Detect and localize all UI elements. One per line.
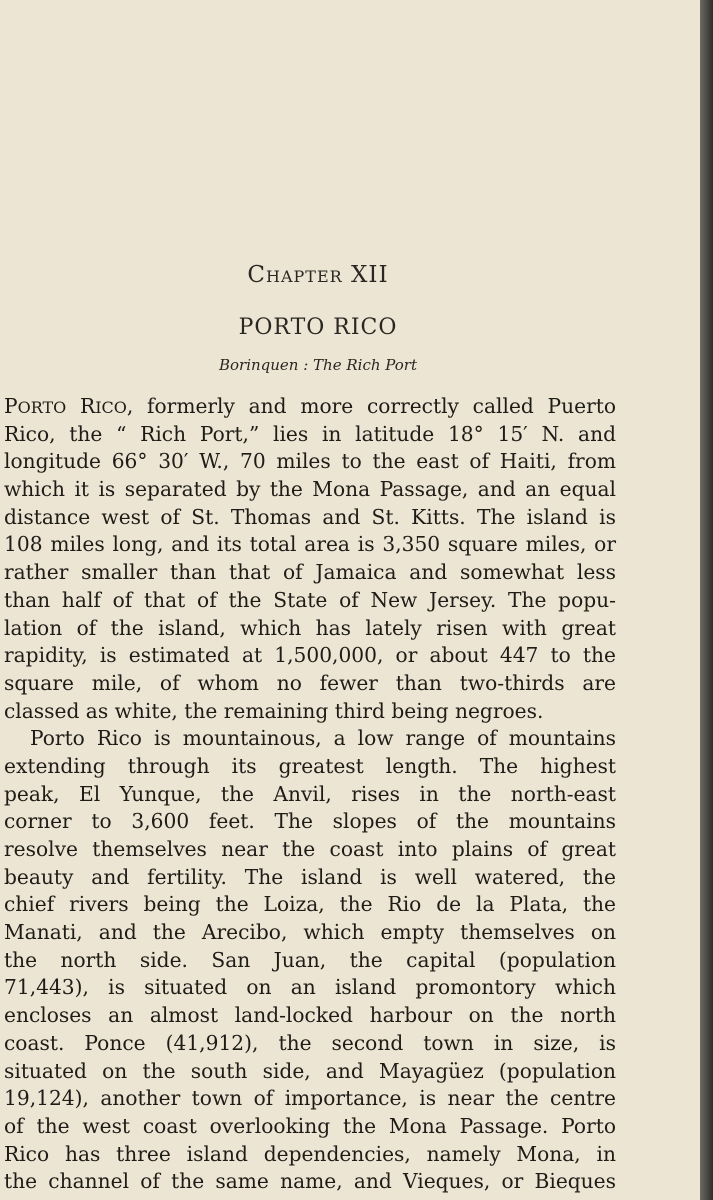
- text-line: which it is separated by the Mona Passage, and an equal: [4, 477, 616, 502]
- text-line: classed as white, the remaining third being negroes.: [4, 698, 544, 723]
- text-line: corner to 3,600 feet. The slopes of the mountains: [4, 809, 616, 834]
- text-line: 108 miles long, and its total area is 3,350 square miles, or: [4, 532, 616, 557]
- text-line: 71,443), is situated on an island promontory which: [4, 975, 616, 1000]
- text-line: situated on the south side, and Mayagüez (population: [4, 1058, 616, 1083]
- text-line: encloses an almost land-locked harbour on the north: [4, 1003, 616, 1028]
- text-line: chief rivers being the Loiza, the Rio de la Plata, the: [4, 892, 616, 917]
- text-line: Porto Rico is mountainous, a low range of mountains: [30, 726, 616, 751]
- text-line: PORTO RICO, formerly and more correctly called Puerto: [4, 394, 616, 418]
- text-line: Rico, the “ Rich Port,” lies in latitude 18° 15′ N. and: [4, 421, 616, 446]
- chapter-heading: CHAPTER XII: [247, 262, 389, 288]
- text-line: Manati, and the Arecibo, which empty themselves on: [4, 920, 616, 945]
- text-line: resolve themselves near the coast into plains of great: [4, 837, 616, 861]
- text-line: square mile, of whom no fewer than two-thirds are: [4, 670, 616, 695]
- text-line: lation of the island, which has lately risen with great: [4, 615, 616, 640]
- text-line: the north side. San Juan, the capital (population: [4, 947, 616, 972]
- text-line: beauty and fertility. The island is well watered, the: [4, 864, 616, 889]
- text-line: extending through its greatest length. The highest: [4, 753, 616, 778]
- text-line: 19,124), another town of importance, is near the centre: [4, 1086, 616, 1111]
- text-line: distance west of St. Thomas and St. Kitts. The island is: [4, 504, 616, 529]
- text-line: rather smaller than that of Jamaica and somewhat less: [4, 560, 616, 585]
- text-line: Rico has three island dependencies, namely Mona, in: [4, 1141, 616, 1166]
- text-line: peak, El Yunque, the Anvil, rises in the north-east: [4, 781, 616, 806]
- text-line: coast. Ponce (41,912), the second town in size, is: [4, 1030, 616, 1055]
- chapter-subtitle: Borinquen : The Rich Port: [218, 356, 418, 374]
- chapter-title: PORTO RICO: [238, 315, 398, 340]
- text-line: of the west coast overlooking the Mona Passage. Porto: [4, 1113, 616, 1138]
- text-line: rapidity, is estimated at 1,500,000, or about 447 to the: [4, 643, 616, 668]
- page-edge: [700, 0, 713, 1200]
- body-text: [4, 393, 616, 1196]
- text-line: longitude 66° 30′ W., 70 miles to the east of Haiti, from: [4, 449, 616, 474]
- text-line: than half of that of the State of New Jersey. The popu-: [4, 587, 616, 612]
- text-line: the channel of the same name, and Vieques, or Bieques: [4, 1169, 616, 1194]
